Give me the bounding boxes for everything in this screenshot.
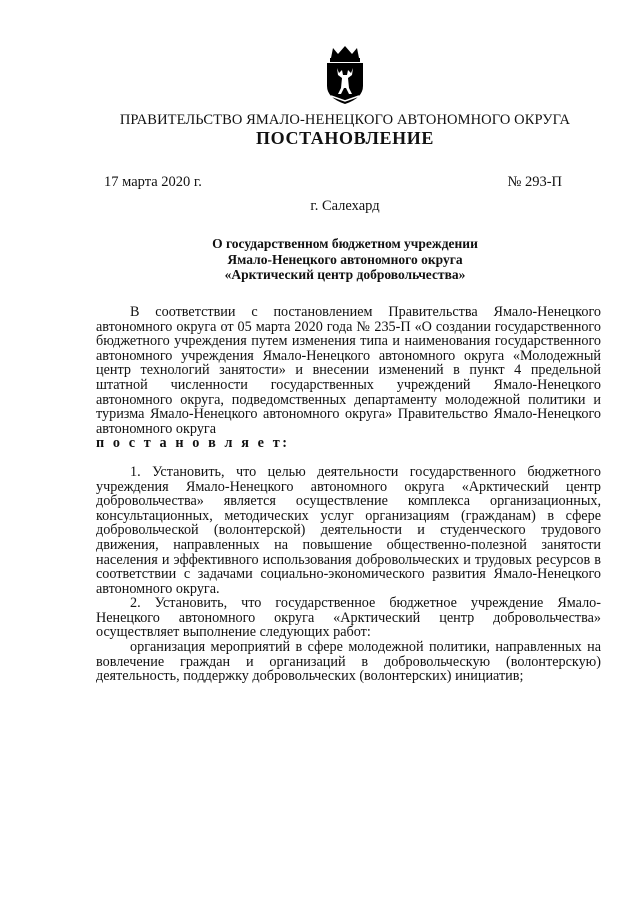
title-line-2: Ямало-Ненецкого автономного округа bbox=[227, 251, 463, 267]
decreed-word: п о с т а н о в л я е т: bbox=[96, 435, 290, 452]
document-type: ПОСТАНОВЛЕНИЕ bbox=[256, 128, 434, 148]
yanao-coat-of-arms-icon bbox=[321, 44, 369, 106]
item-1-paragraph: 1. Установить, что целью деятельности государственного бюджетного учреждения Ямало-Ненецкого автономного округа «Арктический центр добровольчества» является осуществление комплекса организационных, консультационных, методических услуг организациям (гражданам) в сфере добровольческой (волонтерской) деятельности и студенческого трудового движения, направленных на повышение общественно-полезной занятости населения и эффективного использования добровольческих и трудовых ресурсов в соответствии с задачами социально-экономического развития Ямало-Ненецкого автономного округа. bbox=[96, 463, 601, 597]
government-name: ПРАВИТЕЛЬСТВО ЯМАЛО-НЕНЕЦКОГО АВТОНОМНОГО ОКРУГА bbox=[119, 112, 571, 128]
document-city: г. Салехард bbox=[310, 198, 380, 214]
title-line-1: О государственном бюджетном учреждении bbox=[212, 236, 478, 251]
document-date: 17 марта 2020 г. bbox=[104, 174, 202, 190]
document-title bbox=[0, 236, 640, 283]
preamble-paragraph: В соответствии с постановлением Правительства Ямало-Ненецкого автономного округа от 05 марта 2020 года № 235-П «О создании государственного бюджетного учреждения путем изменения типа и наименования государственного автономного учреждения Ямало-Ненецкого автономного округа «Молодежный центр технологий занятости» и внесении изменений в пункт 4 предельной штатной численности государственных учреждений Ямало-Ненецкого автономного округа, подведомственных департаменту молодежной политики и туризма Ямало-Ненецкого автономного округа» Правительство Ямало-Ненецкого автономного округа bbox=[96, 304, 601, 437]
item-2-paragraph: 2. Установить, что государственное бюджетное учреждение Ямало-Ненецкого автономного округа «Арктический центр добровольчества» осуществляет выполнение следующих работ: bbox=[96, 595, 601, 641]
document-body bbox=[96, 305, 601, 684]
document-number: № 293-П bbox=[507, 174, 562, 190]
work-1-paragraph: организация мероприятий в сфере молодежной политики, направленных на вовлечение граждан и организаций в добровольческую (волонтерскую) деятельность, поддержку добровольческих (волонтерских) инициатив; bbox=[96, 639, 601, 685]
title-line-3: «Арктический центр добровольчества» bbox=[224, 267, 466, 282]
